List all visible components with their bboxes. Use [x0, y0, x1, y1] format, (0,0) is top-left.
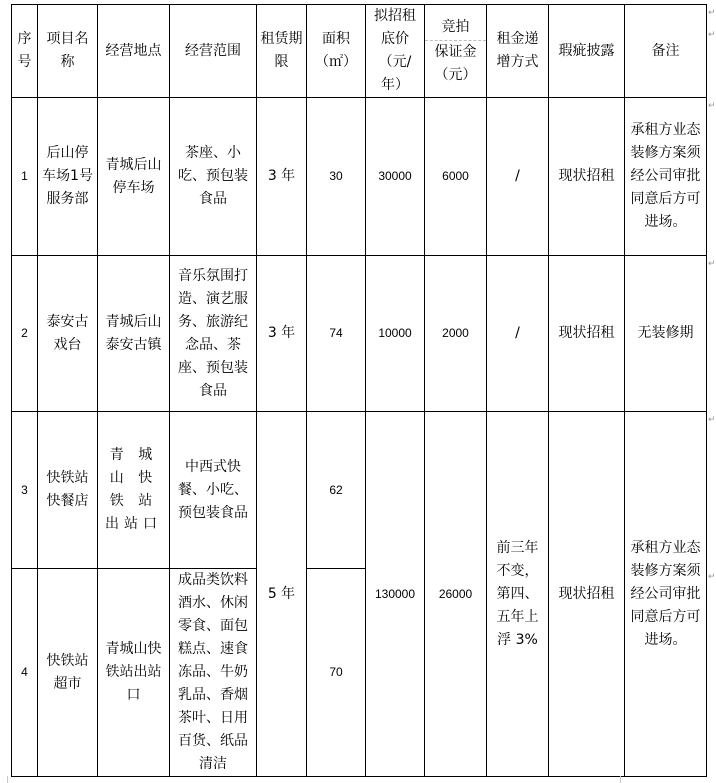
page-margin-marker — [7, 776, 8, 783]
header-deposit — [425, 5, 487, 98]
cell-area: 62 — [307, 412, 366, 569]
cell-lease-term: 3 年 — [257, 98, 307, 256]
cell-defect-disclosure-merged: 现状招租 — [549, 412, 625, 777]
header-project-name: 项目名称 — [38, 5, 98, 98]
cell-increase-method: / — [487, 98, 549, 256]
cell-seq: 3 — [12, 412, 38, 569]
paragraph-mark: ↵ — [708, 259, 716, 269]
header-lease-term: 租赁期限 — [257, 5, 307, 98]
cell-project-name: 快铁站快餐店 — [38, 412, 98, 569]
cell-area: 30 — [307, 98, 366, 256]
cell-lease-term: 3 年 — [257, 256, 307, 412]
cell-area: 70 — [307, 569, 366, 777]
page-margin-marker — [620, 776, 621, 783]
cell-scope: 茶座、小吃、预包装食品 — [170, 98, 257, 256]
cell-project-name: 快铁站超市 — [38, 569, 98, 777]
header-defect-disclosure: 瑕疵披露 — [549, 5, 625, 98]
cell-seq: 1 — [12, 98, 38, 256]
header-scope: 经营范围 — [170, 5, 257, 98]
cell-area: 74 — [307, 256, 366, 412]
cell-remarks: 无装修期 — [625, 256, 707, 412]
header-increase-method: 租金递增方式 — [487, 5, 549, 98]
cell-defect-disclosure: 现状招租 — [549, 98, 625, 256]
table-row — [12, 256, 707, 412]
cell-scope: 成品类饮料酒水、休闲零食、面包糕点、速食冻品、牛奶乳品、香烟茶叶、日用百货、纸品清洁 — [170, 569, 257, 777]
cell-location: 青城后山停车场 — [98, 98, 170, 256]
cell-increase-method: / — [487, 256, 549, 412]
cell-base-price-merged: 130000 — [366, 412, 425, 777]
cell-scope: 中西式快餐、小吃、预包装食品 — [170, 412, 257, 569]
header-location: 经营地点 — [98, 5, 170, 98]
cell-seq: 2 — [12, 256, 38, 412]
cell-deposit-merged: 26000 — [425, 412, 487, 777]
cell-increase-method-merged: 前三年不变，第四、五年上浮 3% — [487, 412, 549, 777]
cell-seq: 4 — [12, 569, 38, 777]
cell-location: 青城山快铁站出站口 — [98, 569, 170, 777]
header-auction-label: 竞拍 — [425, 16, 486, 41]
lease-listing-table — [11, 4, 707, 777]
cell-location: 青城后山泰安古镇 — [98, 256, 170, 412]
table-row — [12, 412, 707, 569]
paragraph-mark: ↵ — [708, 8, 716, 18]
cell-remarks-merged: 承租方业态装修方案须经公司审批同意后方可进场。 — [625, 412, 707, 777]
paragraph-mark: ↵ — [708, 572, 716, 582]
header-row — [12, 5, 707, 98]
header-base-price: 拟招租底价（元/年） — [366, 5, 425, 98]
cell-location: 青 城 山 快 铁 站 出站口 — [98, 412, 170, 569]
paragraph-mark: ↵ — [708, 30, 716, 40]
paragraph-mark: ↵ — [708, 415, 716, 425]
table-row — [12, 98, 707, 256]
cell-remarks: 承租方业态装修方案须经公司审批同意后方可进场。 — [625, 98, 707, 256]
cell-deposit: 2000 — [425, 256, 487, 412]
paragraph-mark: ↵ — [708, 101, 716, 111]
cell-defect-disclosure: 现状招租 — [549, 256, 625, 412]
cell-base-price: 10000 — [366, 256, 425, 412]
cell-project-name: 后山停车场1号服务部 — [38, 98, 98, 256]
header-seq: 序号 — [12, 5, 38, 98]
cell-lease-term-merged: 5 年 — [257, 412, 307, 777]
cell-deposit: 6000 — [425, 98, 487, 256]
cell-scope: 音乐氛围打造、演艺服务、旅游纪念品、茶座、预包装食品 — [170, 256, 257, 412]
cell-base-price: 30000 — [366, 98, 425, 256]
cell-project-name: 泰安古戏台 — [38, 256, 98, 412]
header-deposit-label: 保证金（元） — [434, 43, 477, 83]
header-remarks: 备注 — [625, 5, 707, 98]
header-area: 面积（㎡） — [307, 5, 366, 98]
